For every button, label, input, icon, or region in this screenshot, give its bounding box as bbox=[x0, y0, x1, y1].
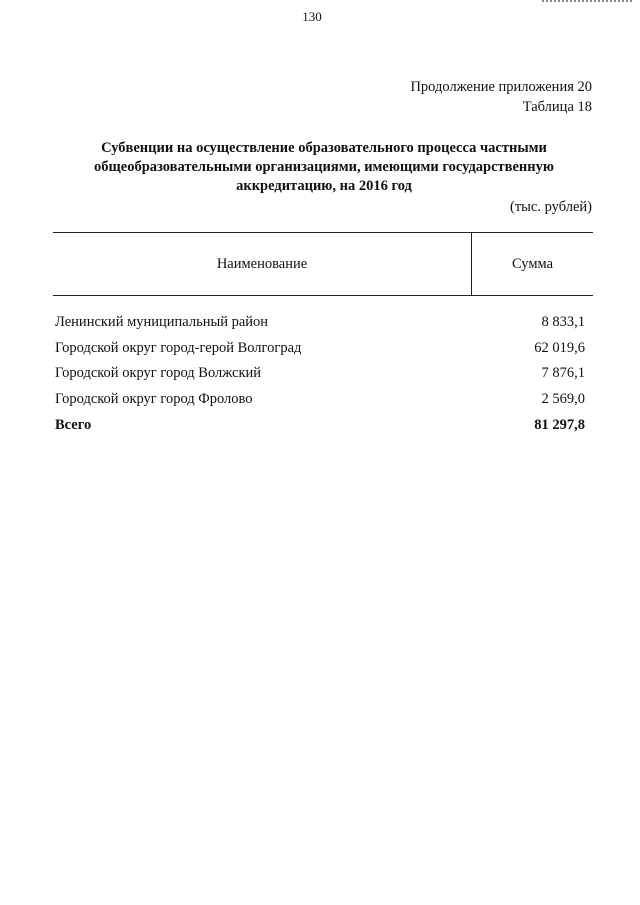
row-name: Городской округ город Волжский bbox=[55, 365, 262, 381]
table-body bbox=[53, 314, 593, 443]
row-name: Городской округ город Фролово bbox=[55, 390, 253, 407]
table-row bbox=[53, 340, 593, 366]
total-label: Всего bbox=[55, 417, 92, 433]
scan-edge-mark bbox=[542, 0, 632, 8]
column-header-name: Наименование bbox=[216, 256, 308, 272]
row-name: Городской округ город-герой Волгоград bbox=[55, 339, 302, 356]
row-value: 8 833,1 bbox=[541, 314, 585, 330]
table-total-row bbox=[53, 417, 593, 443]
table-number-label: Таблица 18 bbox=[522, 99, 592, 115]
table-header bbox=[53, 232, 593, 296]
table-row bbox=[53, 314, 593, 340]
title-line: общеобразовательными организациями, имеющими государственную bbox=[94, 159, 554, 175]
total-value: 81 297,8 bbox=[534, 417, 585, 433]
appendix-continuation-label: Продолжение приложения 20 bbox=[410, 79, 592, 95]
appendix-reference bbox=[410, 77, 592, 117]
title-line: Субвенции на осуществление образовательного процесса частными bbox=[101, 140, 547, 156]
table-row bbox=[53, 391, 593, 417]
row-value: 2 569,0 bbox=[541, 390, 585, 407]
document-title bbox=[60, 139, 588, 196]
title-line: аккредитацию, на 2016 год bbox=[236, 178, 412, 194]
units-label: (тыс. рублей) bbox=[510, 199, 592, 215]
row-value: 62 019,6 bbox=[534, 339, 585, 356]
page-number: 130 bbox=[302, 9, 322, 24]
row-name: Ленинский муниципальный район bbox=[55, 314, 269, 330]
row-value: 7 876,1 bbox=[541, 365, 585, 381]
column-header-sum: Сумма bbox=[511, 256, 554, 272]
table-row bbox=[53, 365, 593, 391]
